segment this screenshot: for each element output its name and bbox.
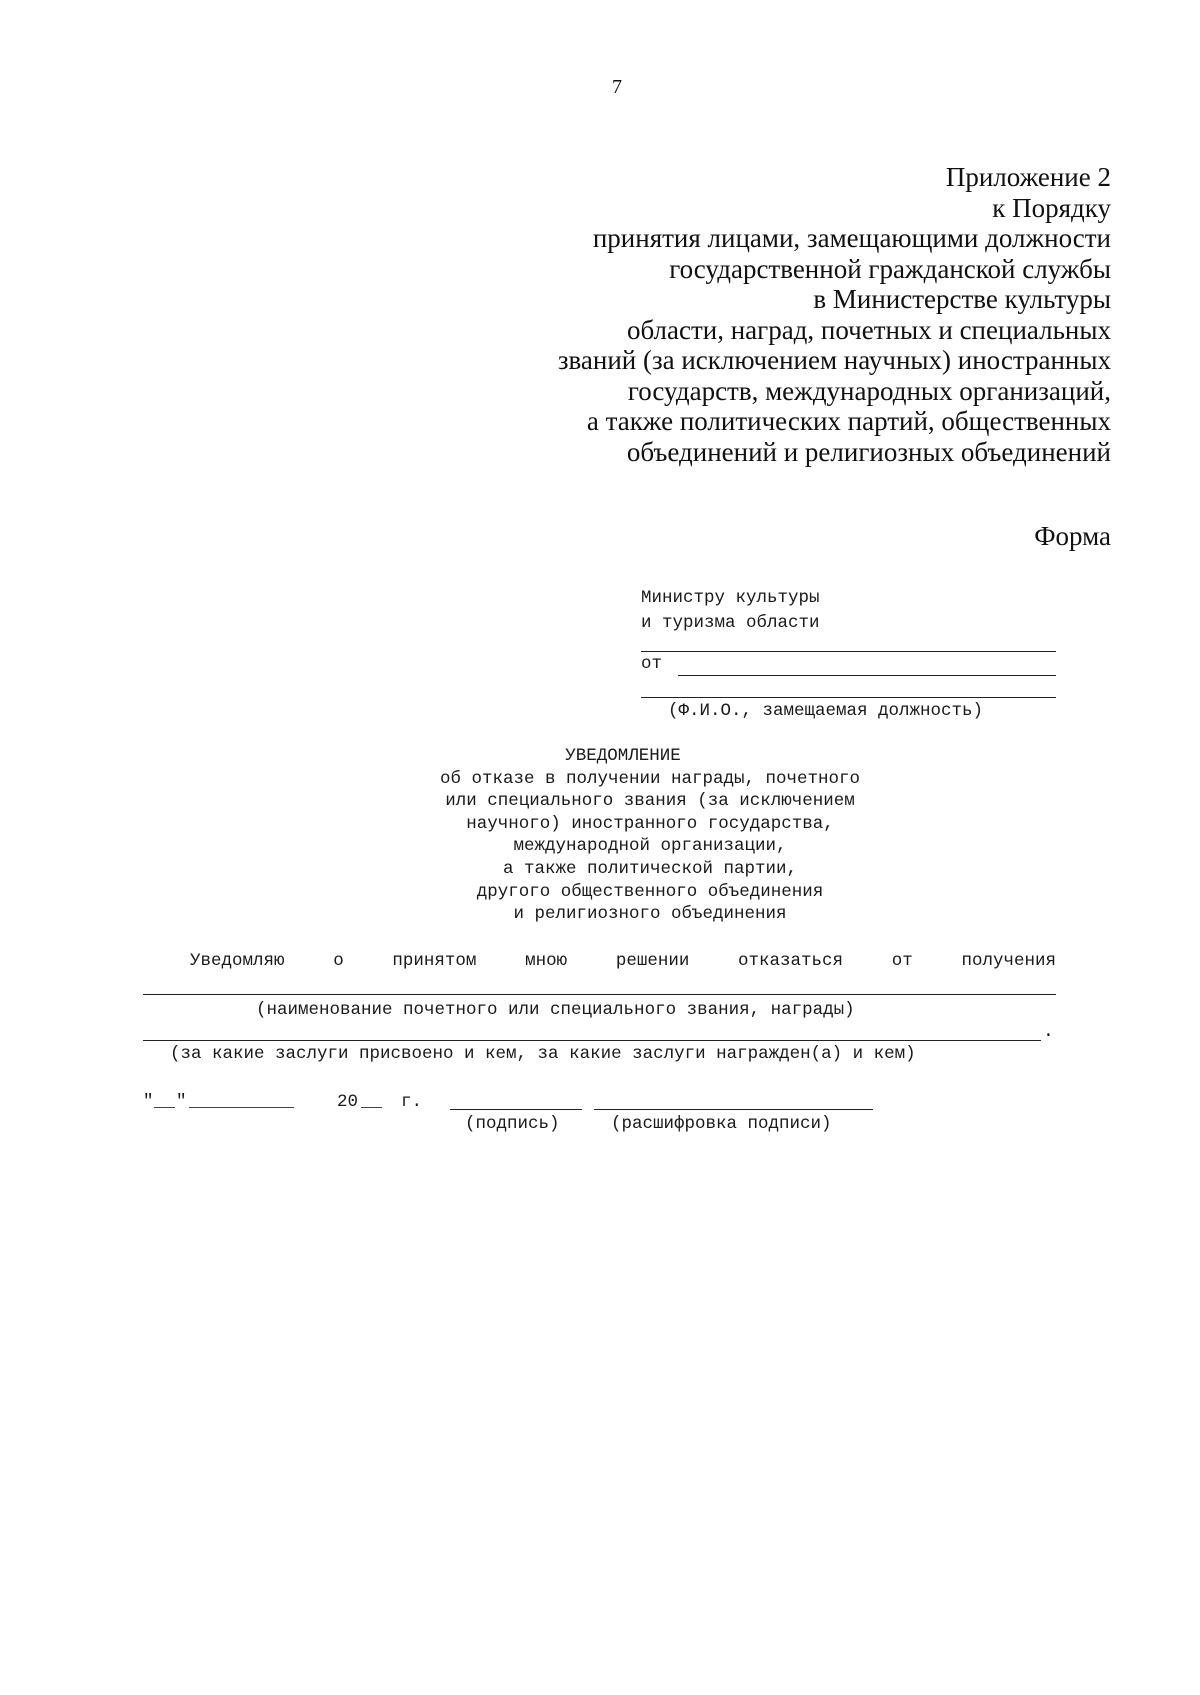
notice-subtitle-line: об отказе в получении награды, почетного [439, 768, 861, 789]
decoding-blank-line [594, 1109, 873, 1110]
appendix-line: в Министерстве культуры [813, 284, 1111, 314]
date-month-blank: __________ [189, 1092, 295, 1112]
body-word: о [333, 951, 344, 971]
appendix-line: области, наград, почетных и специальных [626, 314, 1111, 345]
body-word: получения [961, 951, 1056, 971]
appendix-line: званий (за исключением научных) иностранных [557, 345, 1111, 375]
body-word: Уведомляю [190, 951, 285, 971]
appendix-line: Приложение 2 [945, 162, 1111, 192]
addressee-block [641, 586, 820, 636]
body-word: решении [615, 951, 690, 971]
appendix-line: принятия лицами, замещающими должности [592, 223, 1111, 253]
fio-blank-line [641, 697, 1056, 698]
signature-caption: (подпись) [465, 1114, 560, 1134]
year-suffix: г. [401, 1092, 423, 1112]
appendix-line: государственной гражданской службы [669, 253, 1111, 284]
signature-blank-line [450, 1109, 582, 1110]
notice-subtitle-line: или специального звания (за исключением [445, 791, 855, 812]
end-punctuation: . [1043, 1022, 1054, 1042]
addressee-blank-line [641, 651, 1056, 652]
award-title-caption: (наименование почетного или специального звания, награды) [256, 1000, 855, 1020]
from-blank-line [678, 675, 1056, 676]
merits-caption: (за какие заслуги присвоено и кем, за какие заслуги награжден(а) и кем) [170, 1044, 916, 1064]
date-close-quote: " [176, 1092, 187, 1112]
award-title-blank-line [143, 994, 1056, 995]
page-number: 7 [612, 76, 622, 98]
body-word: принятом [392, 951, 477, 971]
notice-title: УВЕДОМЛЕНИЕ [565, 746, 681, 766]
appendix-line: объединений и религиозных объединений [626, 436, 1111, 467]
date-day-blank: __ [154, 1092, 176, 1112]
merits-blank-line [143, 1040, 1041, 1041]
form-label: Форма [1034, 521, 1111, 551]
year-blank: __ [361, 1092, 383, 1112]
addressee-line-1: Министру культуры [641, 588, 820, 608]
notice-subtitle-line: а также политической партии, [502, 858, 798, 879]
notice-subtitle-line: и религиозного объединения [513, 904, 787, 925]
notice-body-line [190, 951, 1056, 971]
appendix-line: а также политических партий, общественных [586, 406, 1111, 436]
body-word: отказаться [738, 951, 844, 971]
appendix-line: государств, международных организаций, [627, 375, 1111, 406]
appendix-heading [411, 162, 1111, 467]
body-word: от [891, 951, 913, 971]
body-word: мною [525, 951, 568, 971]
date-open-quote: " [143, 1092, 154, 1112]
from-label: от [641, 654, 663, 674]
notice-subtitle-line: другого общественного объединения [476, 881, 824, 902]
decoding-caption: (расшифровка подписи) [611, 1114, 832, 1134]
fio-caption: (Ф.И.О., замещаемая должность) [668, 701, 984, 721]
appendix-line: к Порядку [992, 192, 1111, 223]
notice-heading [300, 745, 1000, 926]
addressee-line-2: и туризма области [641, 613, 820, 633]
notice-subtitle-line: научного) иностранного государства, [466, 813, 834, 834]
notice-subtitle-line: международной организации, [513, 836, 787, 857]
year-prefix: 20 [337, 1092, 359, 1112]
